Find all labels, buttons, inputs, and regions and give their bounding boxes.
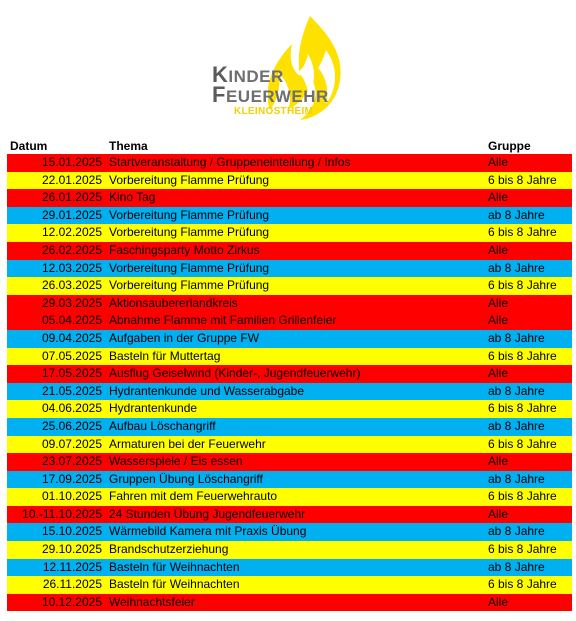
row-group: ab 8 Jahre [488, 330, 545, 345]
table-row [7, 260, 572, 278]
row-group: Alle [488, 155, 509, 169]
row-date: 22.01.2025 [41, 172, 102, 187]
table-header [7, 138, 572, 154]
table-row [7, 400, 572, 418]
row-group: ab 8 Jahre [488, 559, 545, 574]
row-topic: Wasserspiele / Eis essen [109, 454, 243, 469]
row-group: Alle [488, 242, 509, 257]
row-topic: Wärmebild Kamera mit Praxis Übung [109, 524, 307, 539]
row-topic: Basteln für Muttertag [109, 348, 221, 363]
row-group: ab 8 Jahre [488, 207, 545, 222]
row-date: 26.01.2025 [41, 190, 102, 205]
row-date: 25.06.2025 [41, 418, 102, 433]
row-group: ab 8 Jahre [488, 524, 545, 539]
table-row [7, 488, 572, 506]
row-group: Alle [488, 454, 509, 469]
table-row [7, 365, 572, 383]
table-row [7, 330, 572, 348]
row-topic: Basteln für Weihnachten [109, 577, 240, 592]
row-group: 6 bis 8 Jahre [488, 436, 557, 451]
row-date: 05.04.2025 [41, 313, 102, 328]
row-date: 09.07.2025 [41, 436, 102, 451]
row-date: 29.10.2025 [41, 542, 102, 557]
row-group: Alle [488, 366, 509, 381]
header-topic: Thema [109, 139, 148, 153]
logo-line-kinder: KINDER [212, 62, 284, 87]
row-topic: Aktionsaubererlandkreis [109, 295, 238, 310]
table-body [7, 154, 572, 611]
table-row [7, 418, 572, 436]
row-date: 17.09.2025 [41, 471, 102, 486]
row-topic: Vorbereitung Flamme Prüfung [109, 225, 270, 240]
row-date: 26.03.2025 [41, 278, 102, 293]
row-topic: Startveranstaltung / Gruppeneinteilung / Infos [109, 155, 351, 169]
row-date: 12.11.2025 [42, 559, 102, 574]
row-date: 09.04.2025 [41, 330, 102, 345]
row-group: Alle [488, 190, 509, 205]
row-group: ab 8 Jahre [488, 260, 545, 275]
row-topic: Vorbereitung Flamme Prüfung [109, 172, 270, 187]
table-row [7, 172, 572, 190]
row-group: Alle [488, 313, 509, 328]
row-date: 04.06.2025 [41, 401, 102, 416]
table-row [7, 348, 572, 366]
table-row [7, 436, 572, 454]
row-group: 6 bis 8 Jahre [488, 172, 557, 187]
table-row [7, 559, 572, 577]
table-row [7, 541, 572, 559]
row-topic: Aufbau Löschangriff [109, 418, 216, 433]
row-topic: Abnahme Flamme mit Familien Grillenfeier [109, 313, 337, 328]
row-group: 6 bis 8 Jahre [488, 278, 557, 293]
row-date: 21.05.2025 [41, 383, 102, 398]
row-date: 29.03.2025 [41, 295, 102, 310]
table-row [7, 312, 572, 330]
row-group: Alle [488, 295, 509, 310]
row-topic: Vorbereitung Flamme Prüfung [109, 207, 270, 222]
row-date: 23.07.2025 [41, 454, 102, 469]
row-topic: Ausflug Geiselwind (Kinder-, Jugendfeuerwehr) [109, 366, 361, 381]
row-group: ab 8 Jahre [488, 471, 545, 486]
logo-line-kleinostheim: KLEINOSTHEIM [234, 106, 314, 117]
table-row [7, 383, 572, 401]
row-date: 07.05.2025 [41, 348, 102, 363]
table-row [7, 207, 572, 225]
row-group: Alle [488, 594, 509, 609]
row-topic: 24 Stunden Übung Jugendfeuerwehr [109, 506, 306, 521]
table-row [7, 224, 572, 242]
table-row [7, 506, 572, 524]
row-topic: Weihnachtsfeier [109, 594, 195, 609]
table-row [7, 154, 572, 172]
table-row [7, 523, 572, 541]
row-date: 01.10.2025 [41, 489, 102, 504]
row-group: 6 bis 8 Jahre [488, 577, 557, 592]
row-group: 6 bis 8 Jahre [488, 225, 557, 240]
row-topic: Hydrantenkunde und Wasserabgabe [109, 383, 305, 398]
row-date: 12.02.2025 [41, 225, 102, 240]
row-date: 10.12.2025 [41, 594, 102, 609]
row-group: 6 bis 8 Jahre [488, 542, 557, 557]
row-group: 6 bis 8 Jahre [488, 348, 557, 363]
table-row [7, 189, 572, 207]
table-row [7, 295, 572, 313]
schedule-table [7, 138, 572, 611]
row-topic: Armaturen bei der Feuerwehr [109, 436, 266, 451]
row-topic: Fahren mit dem Feuerwehrauto [109, 489, 278, 504]
table-row [7, 453, 572, 471]
logo-line-feuerwehr: FEUERWEHR [212, 82, 329, 107]
row-group: 6 bis 8 Jahre [488, 401, 557, 416]
row-topic: Faschingsparty Motto Zirkus [109, 242, 260, 257]
row-topic: Kino Tag [109, 190, 156, 205]
row-group: ab 8 Jahre [488, 418, 545, 433]
logo [208, 14, 358, 126]
row-date: 15.01.2025 [41, 155, 102, 169]
row-date: 17.05.2025 [41, 366, 102, 381]
header-group: Gruppe [488, 139, 531, 153]
row-topic: Basteln für Weihnachten [109, 559, 240, 574]
row-group: ab 8 Jahre [488, 383, 545, 398]
row-date: 29.01.2025 [41, 207, 102, 222]
table-row [7, 594, 572, 612]
header-date: Datum [10, 139, 48, 153]
row-topic: Gruppen Übung Löschangriff [109, 471, 263, 486]
table-row [7, 242, 572, 260]
row-date: 26.02.2025 [41, 242, 102, 257]
row-topic: Vorbereitung Flamme Prüfung [109, 278, 270, 293]
row-group: 6 bis 8 Jahre [488, 489, 557, 504]
table-row [7, 471, 572, 489]
row-date: 15.10.2025 [41, 524, 102, 539]
row-date: 10.-11.10.2025 [22, 506, 102, 521]
table-row [7, 277, 572, 295]
row-topic: Hydrantenkunde [109, 401, 198, 416]
row-topic: Aufgaben in der Gruppe FW [109, 330, 260, 345]
row-topic: Vorbereitung Flamme Prüfung [109, 260, 270, 275]
row-date: 12.03.2025 [41, 260, 102, 275]
row-date: 26.11.2025 [42, 577, 102, 592]
table-row [7, 576, 572, 594]
row-group: Alle [488, 506, 509, 521]
row-topic: Brandschutzerziehung [109, 542, 229, 557]
